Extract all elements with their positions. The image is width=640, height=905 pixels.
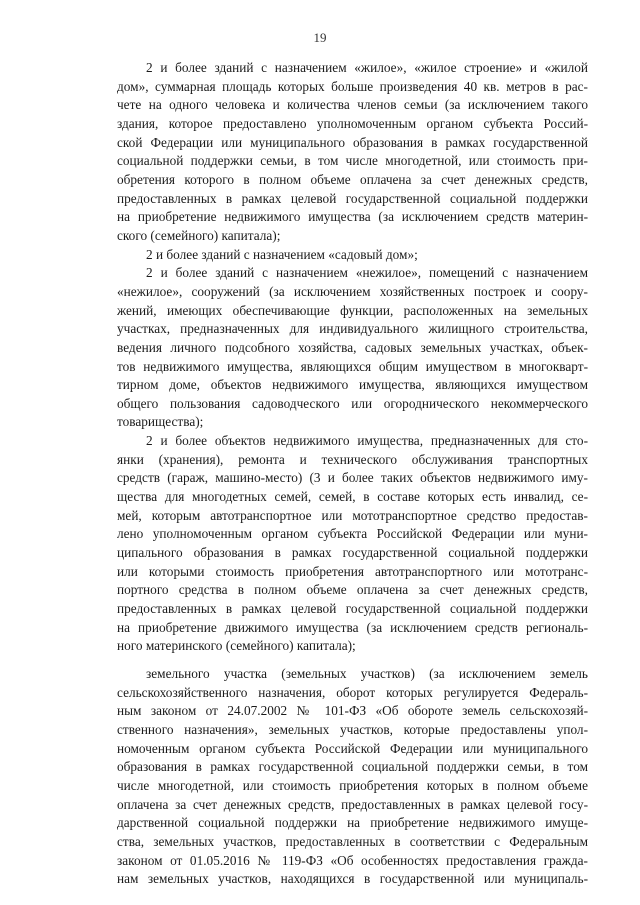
paragraph-line: на приобретение движимого имущества (за исключением средств региональ- [117,619,588,635]
paragraph-line: номоченным органом субъекта Российской Федерации или муниципального [117,740,588,756]
text-line [0,134,640,153]
text-line [0,302,640,321]
paragraph-line: портного средства в полном объеме оплачена за счет денежных средств, [117,582,588,598]
text-line [0,115,640,134]
paragraph-line: 2 и более зданий с назначением «нежилое», помещений с назначением [146,265,588,281]
paragraph-line: общего пользования садоводческого или огороднического некоммерческого [117,395,588,411]
text-line [0,488,640,507]
paragraph-line: мей, которым автотранспортное или мототранспортное средство предостав- [117,507,588,523]
paragraph-line: здания, которое предоставлено уполномоченным органом субъекта Россий- [117,115,588,131]
text-line [0,96,640,115]
text-line [0,320,640,339]
text-line [0,702,640,721]
text-line [0,870,640,889]
paragraph-line: ства, земельных участков, предоставленных в соответствии с Федеральным [117,833,588,849]
paragraph-line: оплачена за счет денежных средств, предоставленных в рамках целевой госу- [117,796,588,812]
paragraph-line: ской Федерации или муниципального образования в рамках государственной [117,134,588,150]
text-line [0,469,640,488]
paragraph-line: числе многодетной, или стоимость приобретения которых в полном объеме [117,777,588,793]
paragraph-line: чете на одного человека и количества членов семьи (за исключением такого [117,97,588,113]
paragraph-line: дом», суммарная площадь которых больше произведения 40 кв. метров в рас- [117,78,588,94]
paragraph-line: сельскохозяйственного назначения, оборот которых регулируется Федераль- [117,684,588,700]
paragraph-line: социальной поддержки семьи, в том числе многодетной, или стоимость при- [117,153,588,169]
paragraph-line: ного материнского (семейного) капитала); [117,638,356,654]
text-line [0,190,640,209]
text-line [0,246,640,265]
text-line [0,833,640,852]
paragraph-line: ведения личного подсобного хозяйства, садовых земельных участках, объек- [117,339,588,355]
text-line [0,339,640,358]
text-line [0,376,640,395]
text-line [0,432,640,451]
paragraph-line: товарищества); [117,414,204,430]
text-line [0,758,640,777]
paragraph-line: дарственной социальной поддержки на приобретение недвижимого имуще- [117,815,588,831]
text-line [0,619,640,638]
text-line [0,581,640,600]
paragraph-line: ского (семейного) капитала); [117,227,281,243]
text-line [0,451,640,470]
text-line [0,358,640,377]
paragraph-line: средств (гараж, машино-место) (3 и более таких объектов недвижимого иму- [117,470,588,486]
text-line [0,600,640,619]
text-line [0,152,640,171]
paragraph-line: участках, предназначенных для индивидуального жилищного строительства, [117,321,588,337]
paragraph-line: 2 и более зданий с назначением «жилое», «жилое строение» и «жилой [146,60,588,75]
paragraph-line: нам земельных участков, находящихся в государственной или муниципаль- [117,871,588,887]
paragraph-line: законом от 01.05.2016 № 119-ФЗ «Об особенностях предоставления гражда- [117,852,588,868]
paragraph-line: предоставленных в рамках целевой государственной социальной поддержки [117,190,588,206]
paragraph-line: земельного участка (земельных участков) (за исключением земель [146,666,588,681]
paragraph-line: ственного назначения», земельных участков, которые предоставлены упол- [117,721,588,737]
text-line [0,171,640,190]
text-line [0,395,640,414]
paragraph-line: щества для многодетных семей, семей, в составе которых есть инвалид, се- [117,489,588,505]
text-line [0,264,640,283]
text-line [0,814,640,833]
paragraph-line: на приобретение недвижимого имущества (за исключением средств материн- [117,209,588,225]
text-line [0,227,640,246]
paragraph-line: 2 и более зданий с назначением «садовый дом»; [146,246,418,262]
text-line [0,283,640,302]
paragraph-line: или которыми стоимость приобретения автотранспортного или мототранс- [117,563,588,579]
paragraph-line: образования в рамках государственной социальной поддержки семьи, в том [117,759,588,775]
text-line [0,563,640,582]
paragraph-line: «нежилое», сооружений (за исключением хозяйственных построек и соору- [117,283,588,299]
text-line [0,413,640,432]
paragraph-line: жений, имеющих обеспечивающие функции, расположенных на земельных [117,302,588,318]
paragraph-line: ным законом от 24.07.2002 № 101-ФЗ «Об обороте земель сельскохозяй- [117,703,588,719]
text-line [0,684,640,703]
text-line [0,665,640,684]
text-line [0,208,640,227]
text-line [0,777,640,796]
text-line [0,78,640,97]
paragraph-line: предоставленных в рамках целевой государственной социальной поддержки [117,601,588,617]
page-number: 19 [313,30,327,45]
paragraph-line: 2 и более объектов недвижимого имущества, предназначенных для сто- [146,433,588,449]
text-line [0,544,640,563]
text-line [0,507,640,526]
text-line [0,525,640,544]
text-line [0,59,640,78]
paragraph-line: янки (хранения), ремонта и технического обслуживания транспортных [117,451,588,467]
paragraph-line: тирном доме, объектов недвижимого имущества, являющихся имуществом [117,377,588,393]
document-body [0,59,640,889]
paragraph-line: ципального образования в рамках государственной социальной поддержки [117,545,588,561]
text-line [0,721,640,740]
text-line [0,637,640,656]
text-line [0,740,640,759]
text-line [0,796,640,815]
text-line [0,852,640,871]
paragraph-line: обретения которого в полном объеме оплачена за счет денежных средств, [117,171,588,187]
paragraph-line: тов недвижимого имущества, являющихся общим имуществом в многокварт- [117,358,588,374]
paragraph-line: лено уполномоченным органом субъекта Российской Федерации или муни- [117,526,588,542]
